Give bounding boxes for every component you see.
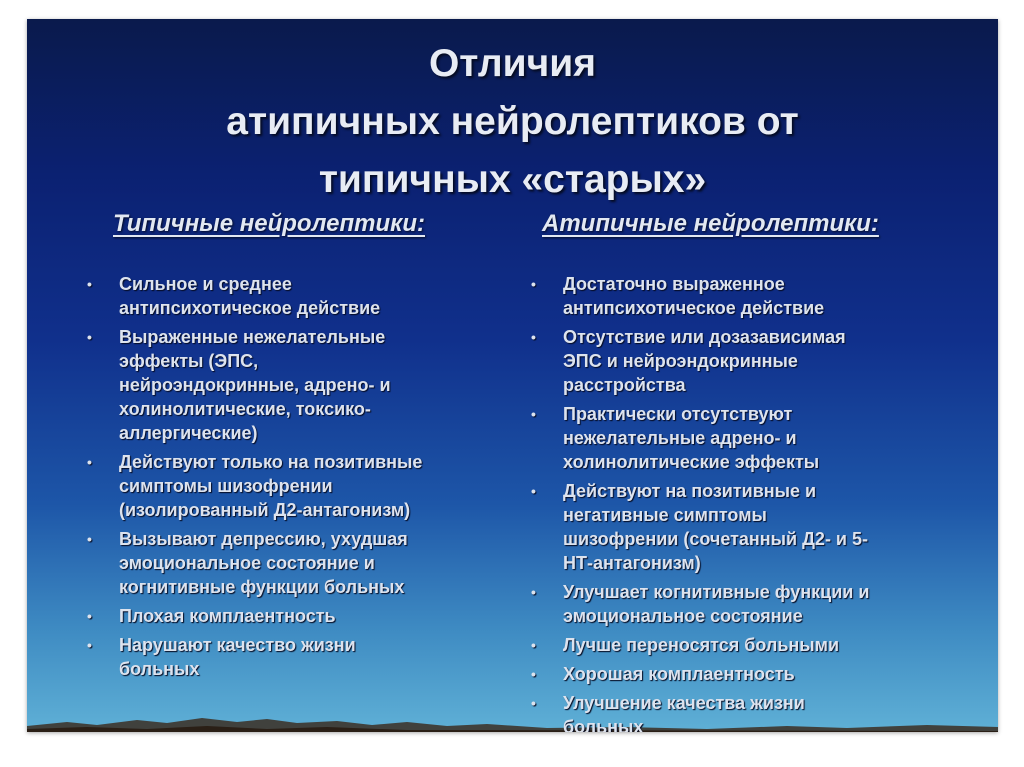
list-item-line: Действуют только на позитивные [119, 452, 423, 472]
list-item [526, 402, 869, 474]
list-item-line: Сильное и среднее [119, 274, 292, 294]
list-item-line: расстройства [563, 375, 686, 395]
list-item-line: нейроэндокринные, адрено- и [119, 375, 391, 395]
list-item-line: антипсихотическое действие [563, 298, 825, 318]
bullet-icon: • [87, 454, 92, 470]
list-item-line: ЭПС и нейроэндокринные [563, 351, 798, 371]
list-item-line: шизофрении (сочетанный Д2- и 5- [563, 529, 869, 549]
list-item-line: эмоциональное состояние и [119, 553, 375, 573]
slide [27, 19, 998, 732]
bullet-icon: • [531, 584, 536, 600]
list-item [526, 479, 869, 575]
list-item [82, 450, 422, 522]
bullet-icon: • [87, 637, 92, 653]
bullet-icon: • [531, 483, 536, 499]
list-item [82, 633, 422, 681]
bullet-icon: • [531, 637, 536, 653]
list-item-line: больных [563, 717, 644, 732]
bullet-icon: • [531, 329, 536, 345]
list-item [82, 272, 422, 320]
bullet-icon: • [531, 695, 536, 711]
title-line-1: Отличия [428, 42, 597, 85]
list-item-line: Выраженные нежелательные [119, 327, 386, 347]
list-item-line: Нарушают качество жизни [119, 635, 356, 655]
list-item-line: Отсутствие или дозазависимая [563, 327, 846, 347]
list-item-line: Хорошая комплаентность [563, 664, 795, 684]
list-item-line: когнитивные функции больных [119, 577, 405, 597]
list-item [526, 633, 869, 657]
list-item [526, 662, 869, 686]
list-item-line: Практически отсутствуют [563, 404, 793, 424]
list-item-line: Улучшение качества жизни [563, 693, 805, 713]
atypical-heading: Атипичные нейролептики: [542, 210, 879, 237]
list-item-line: негативные симптомы [563, 505, 767, 525]
list-item-line: Действуют на позитивные и [563, 481, 817, 501]
list-item-line: Лучше переносятся больными [563, 635, 840, 655]
list-item [82, 325, 422, 445]
bullet-icon: • [531, 666, 536, 682]
title-line-2: атипичных нейролептиков от [226, 100, 799, 143]
atypical-list [526, 272, 869, 732]
list-item-line: больных [119, 659, 200, 679]
list-item [526, 272, 869, 320]
list-item-line: НТ-антагонизм) [563, 553, 701, 573]
list-item-line: эмоциональное состояние [563, 606, 803, 626]
slide-title [27, 35, 998, 209]
list-item-line: симптомы шизофрении [119, 476, 333, 496]
list-item-line: эффекты (ЭПС, [119, 351, 259, 371]
list-item-line: холинолитические эффекты [563, 452, 820, 472]
list-item [526, 580, 869, 628]
typical-heading: Типичные нейролептики: [113, 210, 425, 237]
list-item-line: Плохая комплаентность [119, 606, 336, 626]
list-item [82, 527, 422, 599]
list-item [526, 691, 869, 732]
list-item-line: Достаточно выраженное [563, 274, 785, 294]
list-item-line: Вызывают депрессию, ухудшая [119, 529, 408, 549]
bullet-icon: • [87, 531, 92, 547]
list-item-line: аллергические) [119, 423, 258, 443]
list-item-line: нежелательные адрено- и [563, 428, 797, 448]
list-item-line: Улучшает когнитивные функции и [563, 582, 870, 602]
title-line-3: типичных «старых» [318, 158, 707, 201]
list-item [82, 604, 422, 628]
list-item [526, 325, 869, 397]
list-item-line: антипсихотическое действие [119, 298, 381, 318]
list-item-line: (изолированный Д2-антагонизм) [119, 500, 411, 520]
bullet-icon: • [87, 276, 92, 292]
bullet-icon: • [531, 406, 536, 422]
bullet-icon: • [87, 329, 92, 345]
list-item-line: холинолитические, токсико- [119, 399, 371, 419]
bullet-icon: • [87, 608, 92, 624]
typical-list [82, 272, 422, 686]
bullet-icon: • [531, 276, 536, 292]
